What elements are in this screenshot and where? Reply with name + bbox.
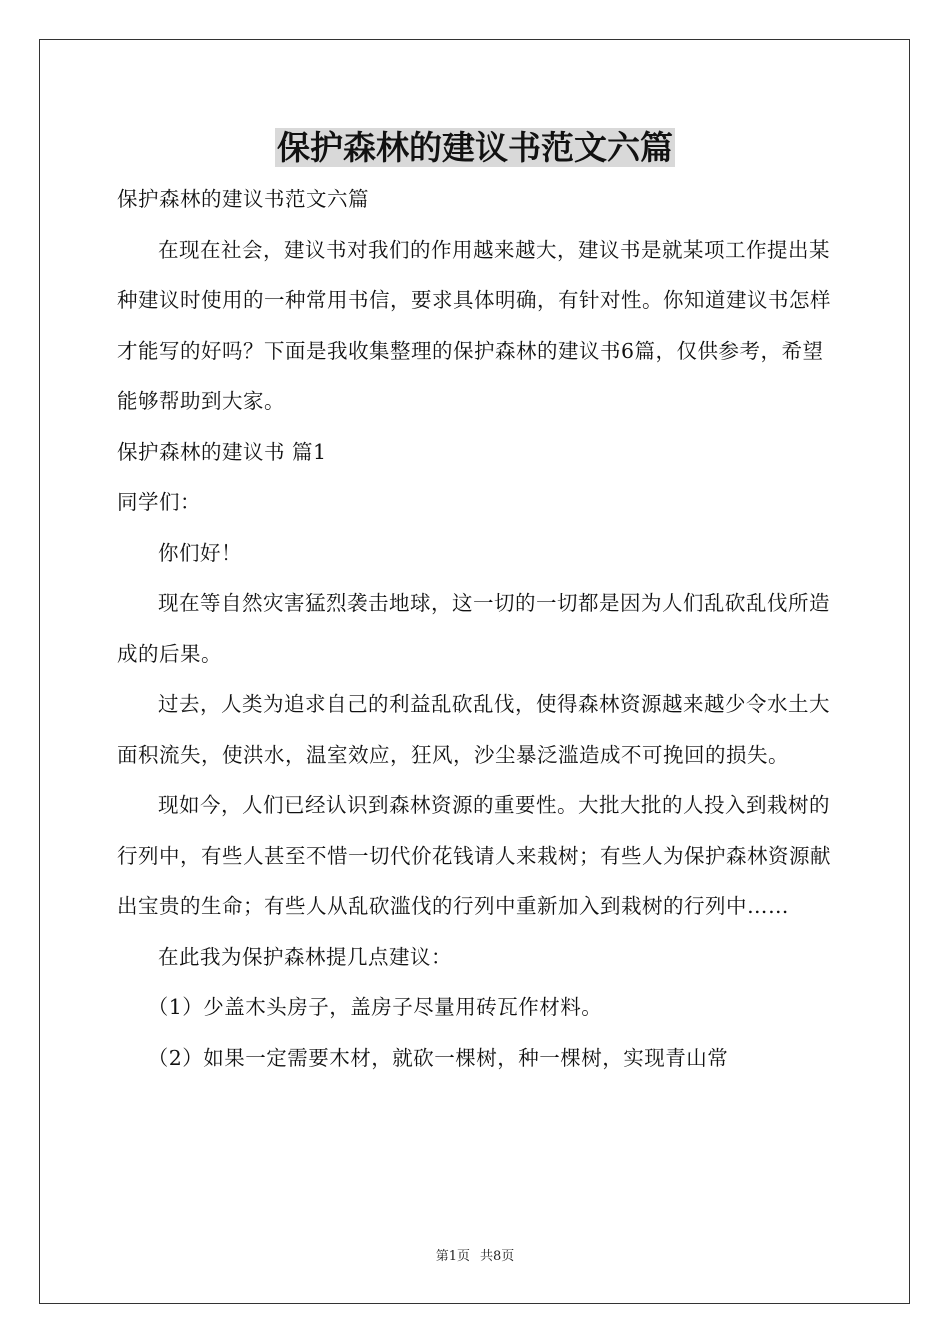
paragraph: 在现在社会，建议书对我们的作用越来越大，建议书是就某项工作提出某种建议时使用的一种常用书信，要求具体明确，有针对性。你知道建议书怎样才能写的好吗？下面是我收集整理的保护森林的建议书6篇，仅供参考，希望能够帮助到大家。	[117, 237, 831, 413]
paragraph: （2）如果一定需要木材，就砍一棵树，种一棵树，实现青山常	[147, 1045, 729, 1070]
document-title-text: 保护森林的建议书范文六篇	[277, 128, 673, 167]
page-footer	[0, 1247, 950, 1267]
page-number: 第1页	[435, 1249, 470, 1264]
paragraph: 同学们：	[117, 490, 201, 514]
paragraph: 在此我为保护森林提几点建议：	[158, 944, 452, 969]
paragraph: （1）少盖木头房子，盖房子尽量用砖瓦作材料。	[147, 995, 603, 1019]
document-body	[117, 174, 833, 1083]
paragraph: 现在等自然灾害猛烈袭击地球，这一切的一切都是因为人们乱砍乱伐所造成的后果。	[117, 591, 830, 666]
paragraph: 保护森林的建议书范文六篇	[117, 187, 369, 211]
paragraph: 现如今，人们已经认识到森林资源的重要性。大批大批的人投入到栽树的行列中，有些人甚至不惜一切代价花钱请人来栽树；有些人为保护森林资源献出宝贵的生命；有些人从乱砍滥伐的行列中重新加入到栽树的行列中……	[117, 793, 831, 918]
paragraph: 你们好！	[158, 540, 242, 565]
paragraph: 过去，人类为追求自己的利益乱砍乱伐，使得森林资源越来越少令水土大面积流失，使洪水，温室效应，狂风，沙尘暴泛滥造成不可挽回的损失。	[117, 692, 830, 767]
paragraph: 保护森林的建议书 篇1	[117, 439, 327, 464]
document-title	[0, 124, 950, 172]
page-total: 共8页	[480, 1249, 515, 1264]
